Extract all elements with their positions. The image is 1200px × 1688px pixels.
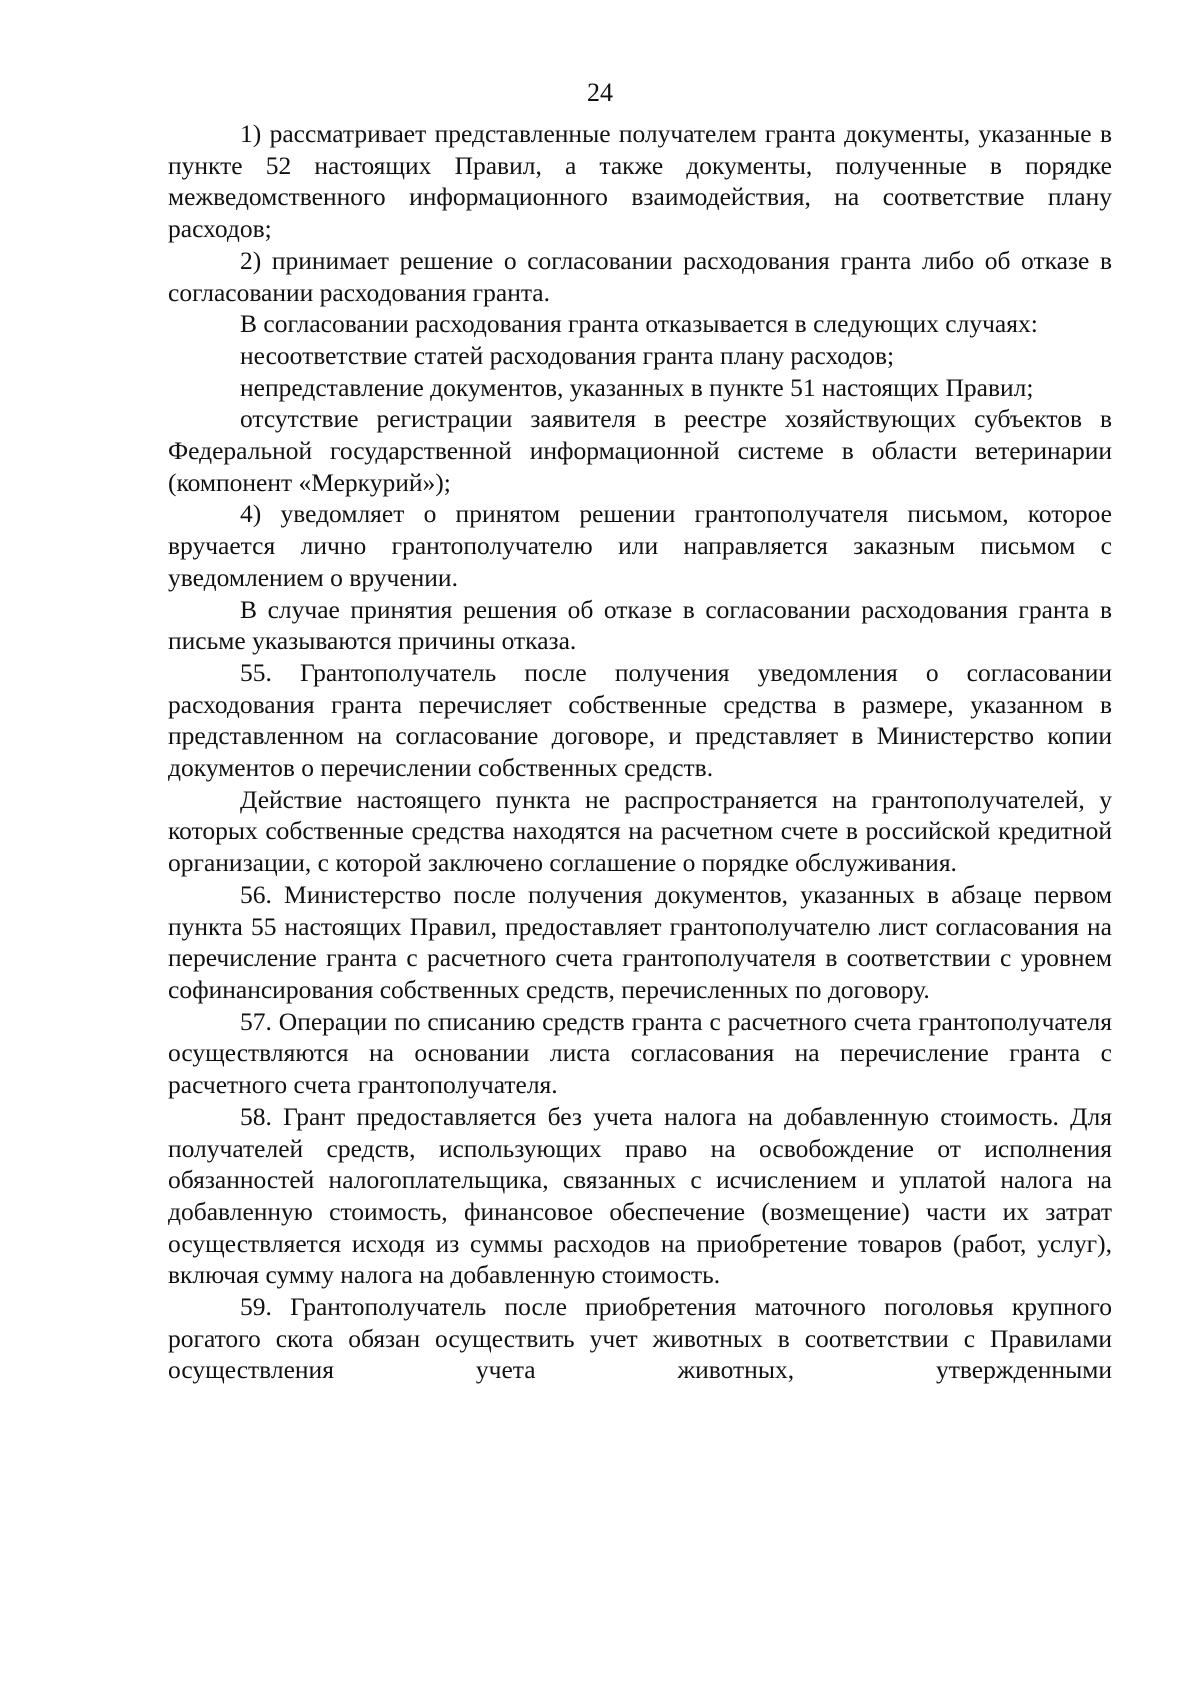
paragraph-clause-55: 55. Грантополучатель после получения уведомления о согласовании расходования гранта перечисляет собственные средства в размере, указанном в представленном на согласование договоре, и представляет в Министерство копии документов о перечислении собственных средств. bbox=[168, 657, 1112, 783]
paragraph-refusal-reason-2: непредставление документов, указанных в пункте 51 настоящих Правил; bbox=[240, 372, 1034, 402]
page-number: 24 bbox=[587, 78, 613, 107]
paragraph-clause-55-exception: Действие настоящего пункта не распространяется на грантополучателей, у которых собственные средства находятся на расчетном счете в российской кредитной организации, с которой заключено соглашение о порядке обслуживания. bbox=[168, 784, 1112, 878]
document-body bbox=[168, 118, 1112, 1386]
paragraph-clause-56: 56. Министерство после получения документов, указанных в абзаце первом пункта 55 настоящих Правил, предоставляет грантополучателю лист согласования на перечисление гранта с расчетного счета грантополучателя в соответствии с уровнем софинансирования собственных средств, перечисленных по договору. bbox=[168, 879, 1112, 1004]
paragraph-item-4: 4) уведомляет о принятом решении грантополучателя письмом, которое вручается лично грантополучателю или направляется заказным письмом с уведомлением о вручении. bbox=[168, 499, 1112, 592]
paragraph-refusal-reason-3: отсутствие регистрации заявителя в реестре хозяйствующих субъектов в Федеральной государственной информационной системе в области ветеринарии (компонент «Меркурий»); bbox=[168, 404, 1112, 497]
paragraph-clause-57: 57. Операции по списанию средств гранта с расчетного счета грантополучателя осуществляются на основании листа согласования на перечисление гранта с расчетного счета грантополучателя. bbox=[168, 1006, 1112, 1100]
paragraph-item-2: 2) принимает решение о согласовании расходования гранта либо об отказе в согласовании расходования гранта. bbox=[168, 245, 1112, 307]
paragraph-refusal-reason-1: несоответствие статей расходования гранта плану расходов; bbox=[240, 340, 895, 370]
paragraph-refusal-intro: В согласовании расходования гранта отказывается в следующих случаях: bbox=[240, 309, 1038, 339]
paragraph-refusal-letter: В случае принятия решения об отказе в согласовании расходования гранта в письме указываются причины отказа. bbox=[168, 594, 1112, 656]
paragraph-item-1: 1) рассматривает представленные получателем гранта документы, указанные в пункте 52 настоящих Правил, а также документы, полученные в порядке межведомственного информационного взаимодействия, на соответствие плану расходов; bbox=[168, 119, 1112, 244]
paragraph-clause-59: 59. Грантополучатель после приобретения маточного поголовья крупного рогатого скота обязан осуществить учет животных в соответствии с Правилами осуществления учета животных, утвержденными bbox=[168, 1292, 1112, 1385]
paragraph-clause-58: 58. Грант предоставляется без учета налога на добавленную стоимость. Для получателей средств, использующих право на освобождение от исполнения обязанностей налогоплательщика, связанных с исчислением и уплатой налога на добавленную стоимость, финансовое обеспечение (возмещение) части их затрат осуществляется исходя из суммы расходов на приобретение товаров (работ, услуг), включая сумму налога на добавленную стоимость. bbox=[168, 1101, 1112, 1290]
